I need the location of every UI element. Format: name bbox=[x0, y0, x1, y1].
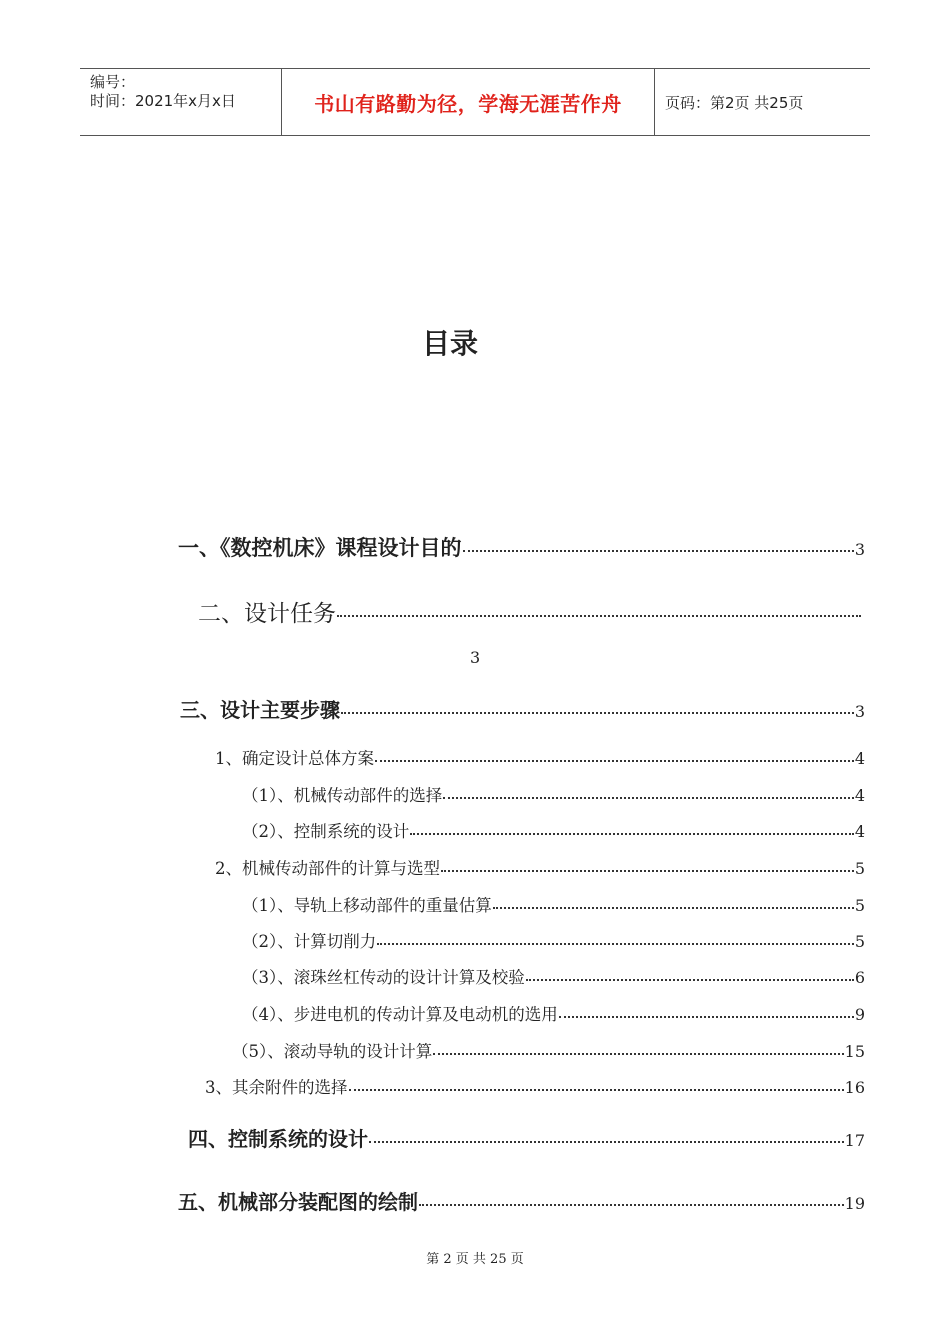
toc-entry[interactable] bbox=[242, 964, 865, 988]
toc-leader bbox=[369, 1141, 844, 1143]
toc-entry-page: 16 bbox=[844, 1078, 865, 1097]
toc-leader bbox=[526, 979, 854, 981]
toc-entry-label: （2）、控制系统的设计 bbox=[242, 822, 410, 841]
toc-entry-label: （2）、计算切削力 bbox=[242, 932, 377, 951]
toc-entry-label: 三、设计主要步骤 bbox=[180, 698, 340, 722]
toc-leader bbox=[377, 943, 854, 945]
toc-entry-label: （5）、滚动导轨的设计计算 bbox=[232, 1042, 433, 1061]
toc-entry[interactable] bbox=[178, 532, 865, 562]
toc-entry[interactable] bbox=[232, 1038, 865, 1062]
toc-entry-page: 4 bbox=[854, 786, 865, 805]
page-title: 目录 bbox=[421, 327, 478, 360]
toc-leader bbox=[441, 870, 854, 872]
toc-entry[interactable] bbox=[242, 782, 865, 806]
toc-leader bbox=[493, 907, 854, 909]
header-page-info: 页码：第2页 共25页 bbox=[665, 93, 804, 112]
toc-entry-page: 6 bbox=[854, 968, 865, 987]
toc-entry[interactable] bbox=[215, 745, 865, 769]
toc-entry-page: 3 bbox=[854, 540, 865, 559]
toc-entry[interactable] bbox=[242, 1001, 865, 1025]
toc-entry-label: 1、确定设计总体方案 bbox=[215, 749, 374, 768]
toc-entry-page: 5 bbox=[854, 896, 865, 915]
toc-entry-page: 4 bbox=[854, 749, 865, 768]
toc-leader bbox=[419, 1204, 844, 1206]
toc-leader bbox=[375, 760, 854, 762]
toc-leader bbox=[410, 833, 854, 835]
toc-entry[interactable] bbox=[188, 1123, 865, 1152]
toc-entry-page: 4 bbox=[854, 822, 865, 841]
toc-entry-label: 2、机械传动部件的计算与选型 bbox=[215, 859, 440, 878]
toc-entry[interactable] bbox=[205, 1074, 865, 1098]
toc-entry-label: 四、控制系统的设计 bbox=[188, 1127, 368, 1151]
toc-leader bbox=[463, 550, 854, 552]
toc-entry[interactable] bbox=[180, 694, 865, 723]
toc-entry-label: （1）、机械传动部件的选择 bbox=[242, 786, 443, 805]
header-motto-cell bbox=[281, 69, 655, 135]
toc-entry[interactable] bbox=[198, 595, 862, 628]
page-footer: 第 2 页 共 25 页 bbox=[426, 1252, 524, 1267]
page-header bbox=[80, 68, 870, 136]
toc-leader bbox=[341, 712, 854, 714]
toc-leader bbox=[349, 1089, 844, 1091]
toc-entry[interactable] bbox=[242, 928, 865, 952]
toc-entry-label: 二、设计任务 bbox=[198, 601, 336, 627]
date-label: 时间：2021年x月x日 bbox=[90, 92, 236, 110]
toc-entry-page: 19 bbox=[844, 1194, 865, 1213]
toc-leader bbox=[433, 1053, 843, 1055]
toc-entry-label: （1）、导轨上移动部件的重量估算 bbox=[242, 896, 492, 915]
toc-leader bbox=[559, 1016, 854, 1018]
toc-entry-label: 五、机械部分装配图的绘制 bbox=[178, 1190, 418, 1214]
toc-entry-label: （4）、步进电机的传动计算及电动机的选用 bbox=[242, 1005, 558, 1024]
toc-entry[interactable] bbox=[242, 892, 865, 916]
toc-entry-page: 3 bbox=[854, 702, 865, 721]
toc-entry[interactable] bbox=[215, 855, 865, 879]
toc-entry-label: （3）、滚珠丝杠传动的设计计算及校验 bbox=[242, 968, 525, 987]
toc-leader bbox=[443, 797, 854, 799]
toc-entry-page: 17 bbox=[844, 1131, 865, 1150]
toc-entry-page: 5 bbox=[854, 859, 865, 878]
toc-entry-label: 一、《数控机床》课程设计目的 bbox=[178, 536, 462, 560]
toc-entry-label: 3、其余附件的选择 bbox=[205, 1078, 348, 1097]
toc-entry-page: 5 bbox=[854, 932, 865, 951]
header-meta bbox=[80, 69, 281, 135]
serial-number-label: 编号： bbox=[90, 73, 136, 91]
toc-entry[interactable] bbox=[242, 818, 865, 842]
toc-leader bbox=[337, 615, 861, 617]
toc-entry[interactable] bbox=[178, 1186, 865, 1215]
toc-entry-page: 9 bbox=[854, 1005, 865, 1024]
header-motto: 书山有路勤为径，学海无涯苦作舟 bbox=[314, 91, 622, 116]
toc-entry-page: 15 bbox=[844, 1042, 865, 1061]
toc-entry-page: 3 bbox=[470, 648, 481, 667]
